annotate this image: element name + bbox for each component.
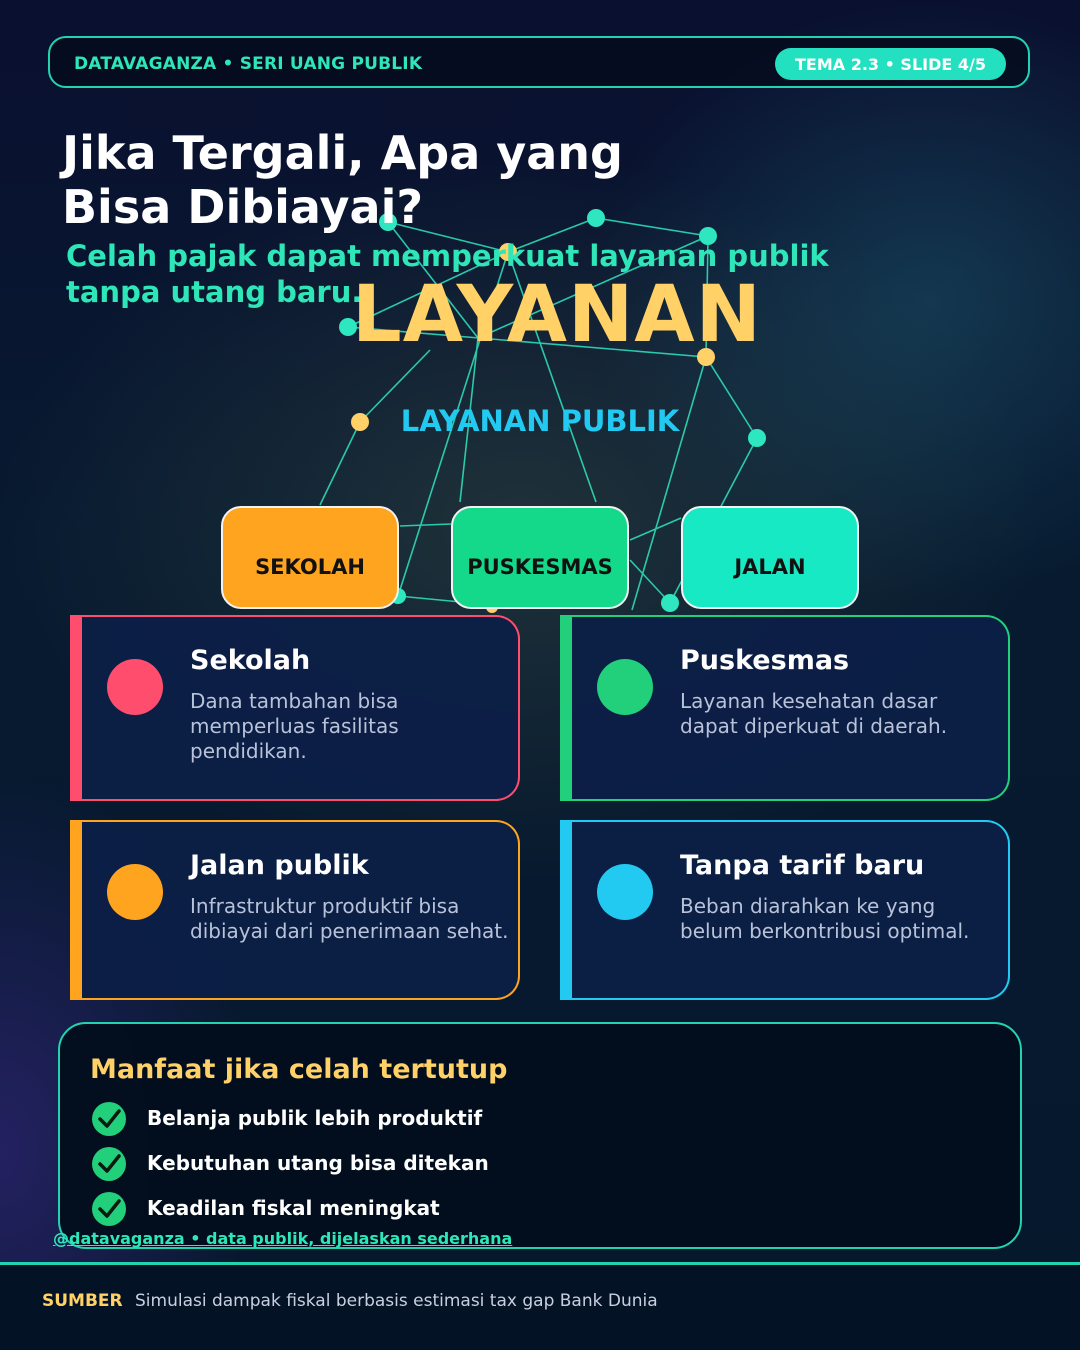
card-accent-bar bbox=[70, 615, 82, 801]
benefits-panel bbox=[58, 1022, 1022, 1249]
card-text: Layanan kesehatan dasar dapat diperkuat di daerah. bbox=[680, 689, 948, 738]
card-dot-icon bbox=[597, 659, 653, 715]
card-dot-icon bbox=[107, 659, 163, 715]
card-dot-icon bbox=[107, 864, 163, 920]
card-accent-bar bbox=[560, 820, 572, 1000]
tile-puskesmas: PUSKESMAS bbox=[451, 506, 629, 609]
card-sekolah bbox=[72, 615, 520, 801]
card-title: Sekolah bbox=[190, 645, 311, 676]
card-title: Tanpa tarif baru bbox=[680, 850, 925, 881]
benefit-text: Belanja publik lebih produktif bbox=[147, 1106, 483, 1130]
check-circle-icon bbox=[90, 1100, 128, 1138]
source-label: SUMBER bbox=[42, 1291, 123, 1311]
card-tanpa-tarif-baru bbox=[562, 820, 1010, 1000]
tile-jalan: JALAN bbox=[681, 506, 859, 609]
card-dot-icon bbox=[597, 864, 653, 920]
card-accent-bar bbox=[560, 615, 572, 801]
title-line-1: Jika Tergali, Apa yang bbox=[62, 126, 623, 180]
brand-label: DATAVAGANZA • SERI UANG PUBLIK bbox=[74, 54, 423, 74]
card-title: Puskesmas bbox=[680, 645, 850, 676]
tile-sekolah: SEKOLAH bbox=[221, 506, 399, 609]
card-accent-bar bbox=[70, 820, 82, 1000]
benefit-text: Kebutuhan utang bisa ditekan bbox=[147, 1151, 489, 1175]
big-word-layanan: LAYANAN bbox=[352, 270, 762, 360]
header-bar bbox=[48, 36, 1030, 88]
benefits-title: Manfaat jika celah tertutup bbox=[90, 1054, 508, 1085]
card-jalan-publik bbox=[72, 820, 520, 1000]
footer-source bbox=[0, 1262, 1080, 1350]
slide-tag-badge: TEMA 2.3 • SLIDE 4/5 bbox=[775, 48, 1006, 80]
benefit-text: Keadilan fiskal meningkat bbox=[147, 1196, 440, 1220]
social-handle-link[interactable]: @datavaganza • data publik, dijelaskan sederhana bbox=[53, 1229, 513, 1248]
title-line-2: Bisa Dibiayai? bbox=[62, 180, 424, 234]
card-title: Jalan publik bbox=[190, 850, 369, 881]
card-text: Dana tambahan bisa memperluas fasilitas pendidikan. bbox=[190, 689, 399, 763]
card-puskesmas bbox=[562, 615, 1010, 801]
card-text: Beban diarahkan ke yang belum berkontribusi optimal. bbox=[680, 894, 970, 943]
network-label: LAYANAN PUBLIK bbox=[400, 404, 680, 438]
check-circle-icon bbox=[90, 1190, 128, 1228]
source-text: Simulasi dampak fiskal berbasis estimasi tax gap Bank Dunia bbox=[135, 1291, 658, 1311]
subtitle-line-2: tanpa utang baru. bbox=[66, 275, 363, 309]
check-circle-icon bbox=[90, 1145, 128, 1183]
subtitle-line-1: Celah pajak dapat memperkuat layanan publik bbox=[66, 239, 829, 273]
page-title bbox=[62, 126, 623, 234]
card-text: Infrastruktur produktif bisa dibiayai dari penerimaan sehat. bbox=[190, 894, 509, 943]
